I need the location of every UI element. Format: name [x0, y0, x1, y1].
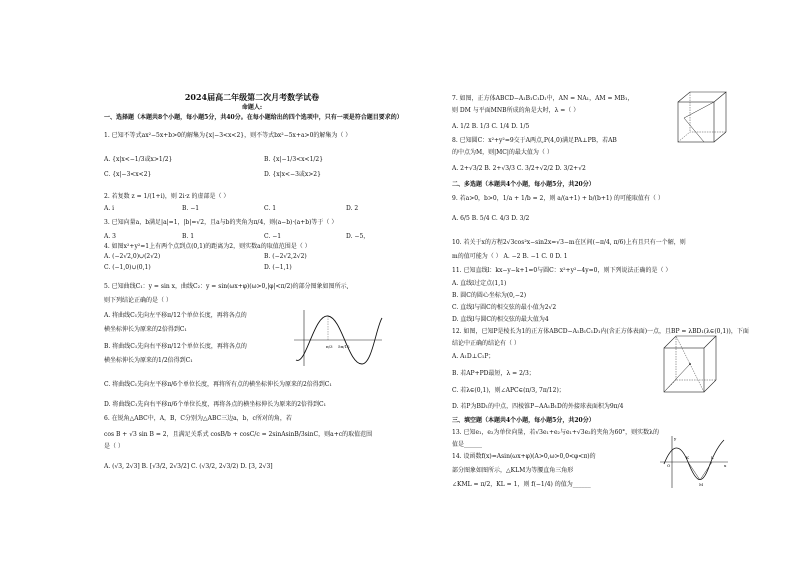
segment-md	[684, 118, 704, 142]
q5-option-b-line2: 横坐标伸长为原来的1/2倍得到C₁	[104, 357, 193, 364]
q5-option-c: C. 将曲线C₁先向左平移π/6个单位长度，再将所有点的横坐标伸长为原来的2倍得到C₁	[104, 381, 332, 388]
segment-ap	[664, 364, 690, 392]
q12-option-a: A. A₁D⊥C₁P；	[452, 353, 495, 360]
q1-option-a: A. {x|x<−1/3或x>1/2}	[104, 156, 173, 163]
section-1-heading: 一、选择题（本题共8个小题，每小题5分，共40分。在每小题给出的四个选项中，只有一项是符合题目要求的）	[104, 114, 403, 121]
segment-mn	[684, 102, 714, 118]
label-x: x	[724, 463, 727, 468]
question-2: 2. 若复数 z = 1/(1+i)，则 2i·z 的虚部是（ ）	[104, 193, 230, 200]
section-3-heading: 三、填空题（本题共4个小题，每小题5分，共20分）	[452, 417, 595, 424]
q1-option-b: B. {x|−1/3<x<1/2}	[264, 156, 324, 163]
q4-option-b: B. (−2√2,2√2)	[264, 253, 307, 260]
question-7-cont: 则 DM 与平面MNB所成的角是大时，λ =（ ）	[452, 107, 580, 114]
question-12-cont: 结论中正确的结论有（ ）	[452, 340, 520, 347]
question-14: 14. 设函数f(x)=Asin(ωx+φ)(A>0,ω>0,0<φ<π)的	[452, 453, 596, 460]
q5-option-a-line2: 横坐标伸长为原来的2倍得到C₁	[104, 326, 187, 333]
question-14-end: ∠KML = π/2，KL = 1，则 f(−1/4) 的值为______	[452, 481, 591, 488]
question-8-cont: 的中点为M，则|MC|的最大值为（ ）	[452, 149, 553, 156]
cube-bottom-edge	[714, 132, 726, 142]
q12-option-d: D. 若P为BD₁的中点，四棱锥P−AA₁B₁D的外接球表面积为9π/4	[452, 403, 624, 410]
q4-option-c: C. (−1,0)∪(0,1)	[104, 264, 151, 271]
question-5: 5. 已知曲线C₁：y = sin x，曲线C₂：y = sin(ωx+φ)(ω>0,|φ|<π/2)的部分图象如图所示,	[104, 283, 349, 290]
cube-figure-q12	[660, 332, 720, 398]
cube-figure-q7	[674, 88, 730, 150]
exam-title: 2024届高二年级第二次月考数学试卷	[184, 92, 320, 102]
curve-q14	[664, 440, 724, 480]
question-8: 8. 已知圆C：x²+y²=9交于A两点,P(4,0)满足PA⊥PB，若AB	[452, 137, 617, 144]
question-7: 7. 如图，正方体ABCD−A₁B₁C₁D₁中，AN = NA₁，AM = MB₁，	[452, 95, 634, 102]
q11-option-b: B. 圆C的圆心坐标为(0,−2)	[452, 292, 527, 299]
tick-label-2: 5π/12	[338, 344, 350, 349]
graph-figure-q14	[658, 434, 730, 490]
exam-author: 命题人:	[241, 104, 263, 111]
tick-label-1: π/3	[326, 344, 333, 349]
question-9: 9. 若a>0，b>0，1/a + 1/b = 2，则 a/(a+1) + b/(b+1) 的可能取值有（ ）	[452, 195, 664, 202]
question-10-cont: m的值可能为（ ） A. −2 B. −1 C. 0 D. 1	[452, 253, 568, 260]
q3-option-c: C. −1	[264, 233, 282, 240]
question-13-cont: 值是______	[452, 441, 483, 448]
q5-option-b-line1: B. 将曲线C₁先向右平移π/12个单位长度，再将各点的	[104, 343, 247, 350]
q2-option-a: A. i	[104, 205, 115, 212]
q3-option-b: B. 1	[182, 233, 195, 240]
q11-option-c: C. 直线l与圆C的相交弦的最小值为2√2	[452, 304, 557, 311]
cube-top-face	[678, 92, 726, 102]
q7-options: A. 1/2 B. 1/3 C. 1/4 D. 1/5	[452, 123, 530, 130]
q3-option-d: D. −5，	[346, 233, 370, 240]
cube2-bottom-edge	[704, 380, 716, 392]
q4-option-a: A. (−2√2,0)∪(2√2)	[104, 253, 161, 260]
q4-option-d: D. (−1,1)	[264, 264, 292, 271]
question-5-cont: 则下列结论正确的是（ ）	[104, 297, 172, 304]
q9-options: A. 6/5 B. 5/4 C. 4/3 D. 3/2	[452, 215, 530, 222]
sine-curve-figure	[292, 308, 384, 368]
point-p	[689, 363, 691, 365]
q2-option-d: D. 2	[346, 205, 359, 212]
q1-option-c: C. {x|−3<x<2}	[104, 171, 152, 178]
q11-option-a: A. 直线l过定点(1,1)	[452, 280, 507, 287]
q5-option-a-line1: A. 将曲线C₁先向左平移π/12个单位长度，再将各点的	[104, 312, 247, 319]
label-l: L	[711, 455, 714, 460]
question-6-cont: cos B + √3 sin B = 2，且满足关系式 cosB/b + cosC/c = 2sinAsinB/3sinC，则a+c的取值范围	[104, 431, 373, 438]
q5-option-d: D. 将曲线C₁先向右平移π/6个单位长度，再将各点的横坐标伸长为原来的2倍得到C₁	[104, 401, 327, 408]
q12-option-b: B. 若AP+PD最短，λ = 2/3；	[452, 370, 535, 377]
q6-options: A. (√3, 2√3] B. [√3/2, 2√3/2] C. (√3/2, 2√3/2) D. [3, 2√3]	[104, 463, 273, 470]
q3-option-a: A. 3	[104, 233, 116, 240]
question-13: 13. 已知e₁，e₂为单位向量，若√3e₁+e₂与e₁+√3e₂的夹角为60°，则实数λ的	[452, 429, 659, 436]
q8-options: A. 2+√3/2 B. 2+√3/3 C. 3/2+√2/2 D. 3/2+√2	[452, 165, 586, 172]
cube-front-face	[678, 102, 714, 142]
label-k: K	[686, 455, 689, 460]
question-14-cont: 部分图象如图所示，△KLM为等腰直角三角形	[452, 467, 574, 474]
question-6: 6. 在锐角△ABC中，A，B，C分别为△ABC三边a，b，c所对的角，若	[104, 415, 292, 422]
section-2-heading: 二、多选题（本题共4个小题，每小题5分，共20分）	[452, 181, 595, 188]
question-11: 11. 已知直线l：kx−y−k+1=0与圆C：x²+y²−4y=0，则下列说法正确的是（ ）	[452, 267, 672, 274]
q12-option-c: C. 若λ∈(0,1)，则∠APC∈(π/3, 7π/12)；	[452, 387, 565, 394]
q2-option-c: C. 1	[264, 205, 277, 212]
question-6-end: 是（ ）	[104, 443, 124, 450]
q11-option-d: D. 直线l与圆C的相交弦的最大值为4	[452, 316, 549, 323]
label-m: M	[699, 482, 704, 487]
q2-option-b: B. −1	[182, 205, 200, 212]
cube2-hidden-edges	[664, 380, 716, 392]
label-o: O	[667, 463, 671, 468]
question-3: 3. 已知向量a，b满足|a|=1，|b|=√2，且a与b的夹角为π/4，则(a−b)·(a+b)等于（ ）	[104, 219, 338, 226]
question-12: 12. 如图，已知P是棱长为1的正方体ABCD−A₁B₁C₁D₁内(含正方体表面)一点，且BP = λBD₁(λ∈(0,1))，下面	[452, 328, 749, 335]
question-1: 1. 已知不等式ax²−5x+b>0的解集为{x|−3<x<2}，则不等式bx²−5x+a>0的解集为（ ）	[104, 132, 352, 139]
q1-option-d: D. {x|x<−3或x>2}	[264, 171, 321, 178]
cube-hidden-edges	[678, 132, 726, 142]
question-10: 10. 若关于x的方程2√3cos²x−sin2x=√3−m在区间(−π/4, π/6)上有且只有一个解，则	[452, 239, 686, 246]
cube2-top-face	[664, 336, 716, 348]
label-y: y	[674, 436, 677, 441]
question-4: 4. 如图x²+y²=1上有两个点到点(0,1)的距离为2，则实数a的取值范围是（ ）	[104, 243, 311, 250]
